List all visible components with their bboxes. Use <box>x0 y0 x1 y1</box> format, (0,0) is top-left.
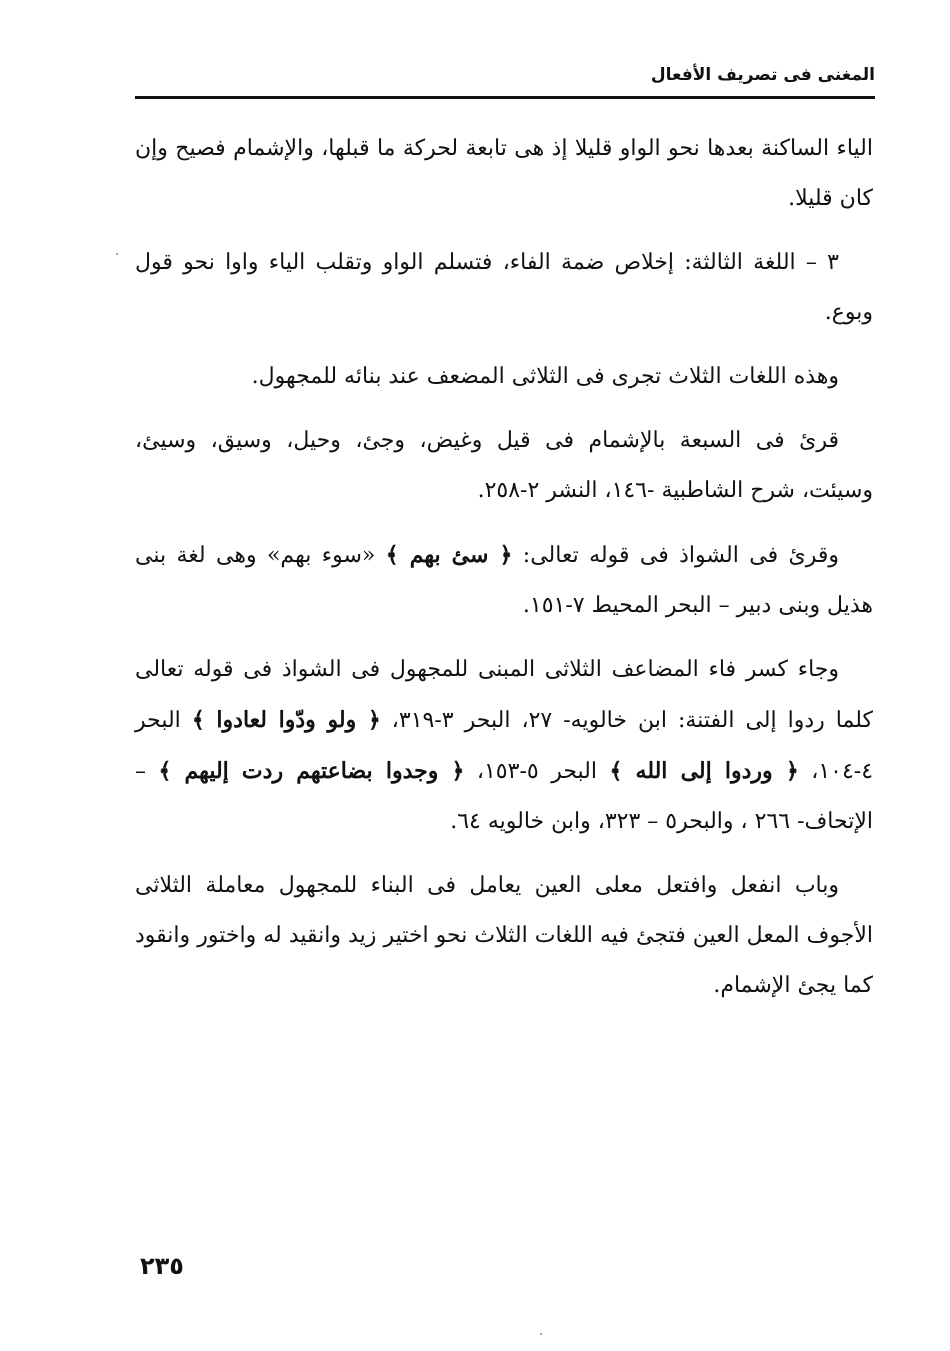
header-rule <box>135 96 875 99</box>
scan-speck <box>116 253 118 255</box>
quran-quote: ﴿ سئ بهم ﴾ <box>385 542 513 568</box>
running-header-title: المغنى فى تصريف الأفعال <box>650 65 875 85</box>
paragraph-5 <box>135 530 873 631</box>
paragraph-5-text-a: وقرئ فى الشواذ فى قوله تعالى: <box>512 543 839 568</box>
quran-quote: ﴿ وجدوا بضاعتهم ردت إليهم ﴾ <box>158 758 465 784</box>
page-number: ٢٣٥ <box>140 1252 184 1280</box>
paragraph-6-text-c: البحر ٥-١٥٣، <box>464 759 610 784</box>
paragraph-5-text-b: «سوء بهم» وهى لغة بنى هذيل وبنى دبير – البحر المحيط ٧-١٥١. <box>135 543 873 618</box>
page-body <box>135 124 873 1025</box>
paragraph-1: الياء الساكنة بعدها نحو الواو قليلا إذ هى تابعة لحركة ما قبلها، والإشمام فصيح وإن كان قليلا. <box>135 136 873 211</box>
quran-quote: ﴿ ولو ودّوا لعادوا ﴾ <box>191 707 381 733</box>
paragraph-6 <box>135 645 873 847</box>
paragraph-6-text-a: وجاء كسر فاء المضاعف الثلاثى المبنى للمجهول فى الشواذ فى قوله تعالى كلما ردوا إلى الفتنة: ابن خالويه- ٢٧، البحر ٣-٣١٩، <box>135 657 873 733</box>
paragraph-3: وهذه اللغات الثلاث تجرى فى الثلاثى المضعف عند بنائه للمجهول. <box>251 364 839 389</box>
paragraph-7: وباب انفعل وافتعل معلى العين يعامل فى البناء للمجهول معاملة الثلاثى الأجوف المعل العين فتجئ فيه اللغات الثلاث نحو اختير زيد وانقيد له واختور وانقود كما يجئ الإشمام. <box>135 873 873 998</box>
paragraph-6-text-d: – الإتحاف- ٢٦٦ ، والبحر٥ – ٣٢٣، وابن خالويه ٦٤. <box>135 759 873 834</box>
quran-quote: ﴿ وردوا إلى الله ﴾ <box>609 758 799 784</box>
paragraph-4: قرئ فى السبعة بالإشمام فى قيل وغيض، وجئ، وحيل، وسيق، وسيئ، وسيئت، شرح الشاطبية -١٤٦، النشر ٢-٢٥٨. <box>135 428 873 503</box>
paragraph-2: ٣ – اللغة الثالثة: إخلاص ضمة الفاء، فتسلم الواو وتقلب الياء واوا نحو قول وبوع. <box>135 250 873 325</box>
paragraph-6-text-b: البحر ٤-١٠٤، <box>135 708 874 784</box>
scan-speck <box>540 1333 542 1335</box>
